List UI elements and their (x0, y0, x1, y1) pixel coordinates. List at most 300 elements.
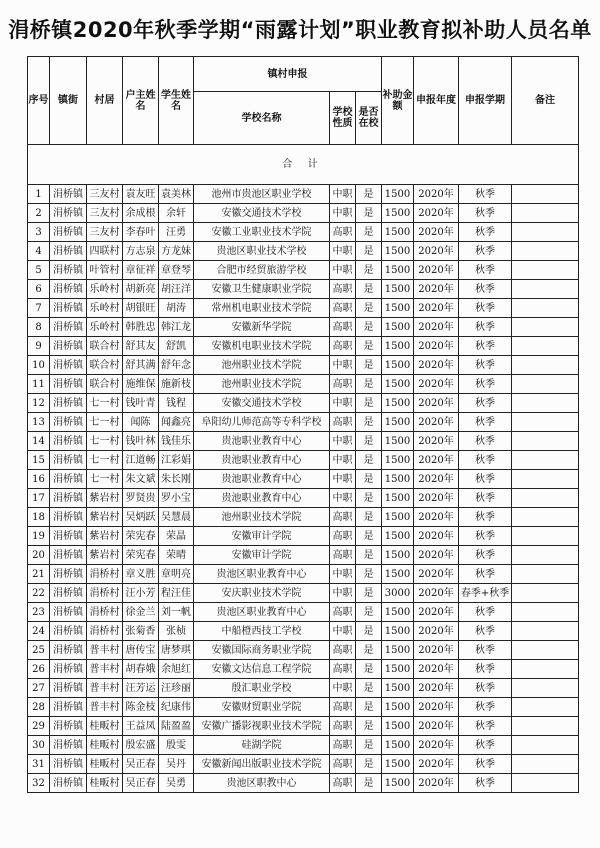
cell-amount: 1500 (382, 603, 414, 622)
cell-year: 2020年 (414, 508, 459, 527)
cell-enrolled: 是 (356, 337, 382, 356)
cell-nature: 高职 (330, 717, 356, 736)
cell-nature: 中职 (330, 261, 356, 280)
cell-term: 秋季 (459, 546, 512, 565)
cell-village: 紫岩村 (87, 508, 123, 527)
cell-village: 七一村 (87, 413, 123, 432)
cell-student: 章登琴 (159, 261, 194, 280)
cell-year: 2020年 (414, 223, 459, 242)
cell-remark (512, 299, 579, 318)
cell-seq: 23 (28, 603, 50, 622)
header-student: 学生姓名 (159, 57, 194, 145)
cell-remark (512, 717, 579, 736)
cell-remark (512, 223, 579, 242)
table-row (28, 717, 579, 736)
table-row (28, 223, 579, 242)
cell-school: 池州职业技术学院 (194, 375, 330, 394)
cell-seq: 15 (28, 451, 50, 470)
cell-term: 秋季 (459, 280, 512, 299)
cell-seq: 10 (28, 356, 50, 375)
cell-amount: 1500 (382, 394, 414, 413)
cell-amount: 1500 (382, 679, 414, 698)
cell-school: 池州职业技术学院 (194, 508, 330, 527)
cell-amount: 1500 (382, 318, 414, 337)
cell-school: 安徽审计学院 (194, 527, 330, 546)
cell-householder: 胡银旺 (123, 299, 159, 318)
cell-nature: 高职 (330, 413, 356, 432)
cell-student: 吴勇 (159, 774, 194, 793)
cell-nature: 高职 (330, 508, 356, 527)
cell-householder: 吴正春 (123, 774, 159, 793)
cell-term: 秋季 (459, 432, 512, 451)
cell-town: 涓桥镇 (50, 622, 87, 641)
cell-amount: 1500 (382, 204, 414, 223)
cell-town: 涓桥镇 (50, 299, 87, 318)
cell-term: 秋季 (459, 261, 512, 280)
cell-village: 涓桥村 (87, 603, 123, 622)
cell-year: 2020年 (414, 736, 459, 755)
cell-nature: 中职 (330, 565, 356, 584)
cell-enrolled: 是 (356, 242, 382, 261)
cell-nature: 高职 (330, 774, 356, 793)
cell-student: 余旭红 (159, 660, 194, 679)
cell-enrolled: 是 (356, 489, 382, 508)
cell-householder: 汪小芳 (123, 584, 159, 603)
cell-term: 秋季 (459, 318, 512, 337)
cell-nature: 中职 (330, 432, 356, 451)
cell-enrolled: 是 (356, 641, 382, 660)
header-group-town-village: 镇村申报 (194, 57, 382, 92)
cell-year: 2020年 (414, 546, 459, 565)
cell-village: 七一村 (87, 432, 123, 451)
cell-town: 涓桥镇 (50, 242, 87, 261)
cell-nature: 中职 (330, 679, 356, 698)
table-row (28, 508, 579, 527)
cell-nature: 高职 (330, 641, 356, 660)
cell-remark (512, 565, 579, 584)
cell-nature: 高职 (330, 280, 356, 299)
cell-town: 涓桥镇 (50, 527, 87, 546)
cell-school: 安徽财贸职业学院 (194, 698, 330, 717)
cell-remark (512, 318, 579, 337)
cell-student: 荣晶 (159, 527, 194, 546)
cell-term: 秋季 (459, 717, 512, 736)
cell-village: 涓桥村 (87, 622, 123, 641)
cell-enrolled: 是 (356, 736, 382, 755)
cell-town: 涓桥镇 (50, 356, 87, 375)
cell-householder: 闻陈 (123, 413, 159, 432)
cell-term: 秋季 (459, 565, 512, 584)
cell-nature: 高职 (330, 337, 356, 356)
header-amount: 补助金额 (382, 57, 414, 145)
cell-year: 2020年 (414, 261, 459, 280)
cell-seq: 18 (28, 508, 50, 527)
cell-student: 唐梦琪 (159, 641, 194, 660)
header-school: 学校名称 (194, 92, 330, 145)
cell-amount: 1500 (382, 489, 414, 508)
cell-town: 涓桥镇 (50, 660, 87, 679)
cell-term: 秋季 (459, 451, 512, 470)
cell-householder: 殷宏盛 (123, 736, 159, 755)
table-row (28, 774, 579, 793)
cell-student: 闻鑫亮 (159, 413, 194, 432)
cell-town: 涓桥镇 (50, 698, 87, 717)
cell-remark (512, 546, 579, 565)
header-term: 申报学期 (459, 57, 512, 145)
cell-enrolled: 是 (356, 394, 382, 413)
table-row (28, 451, 579, 470)
cell-amount: 1500 (382, 565, 414, 584)
cell-amount: 1500 (382, 736, 414, 755)
cell-school: 池州市贵池区职业学校 (194, 185, 330, 204)
cell-year: 2020年 (414, 242, 459, 261)
cell-nature: 高职 (330, 527, 356, 546)
cell-enrolled: 是 (356, 698, 382, 717)
cell-amount: 1500 (382, 242, 414, 261)
cell-village: 七一村 (87, 470, 123, 489)
cell-year: 2020年 (414, 622, 459, 641)
cell-nature: 高职 (330, 603, 356, 622)
cell-year: 2020年 (414, 280, 459, 299)
cell-householder: 荣宪春 (123, 546, 159, 565)
cell-remark (512, 394, 579, 413)
cell-year: 2020年 (414, 337, 459, 356)
cell-student: 陆盈盈 (159, 717, 194, 736)
cell-village: 普丰村 (87, 660, 123, 679)
cell-term: 秋季 (459, 394, 512, 413)
cell-year: 2020年 (414, 432, 459, 451)
cell-town: 涓桥镇 (50, 375, 87, 394)
cell-student: 江彩娟 (159, 451, 194, 470)
header-seq: 序号 (28, 57, 50, 145)
cell-enrolled: 是 (356, 603, 382, 622)
cell-amount: 1500 (382, 223, 414, 242)
cell-householder: 罗贤贵 (123, 489, 159, 508)
cell-seq: 25 (28, 641, 50, 660)
cell-school: 安徽工业职业技术学院 (194, 223, 330, 242)
cell-householder: 张菊香 (123, 622, 159, 641)
cell-amount: 1500 (382, 470, 414, 489)
cell-village: 联合村 (87, 375, 123, 394)
cell-householder: 舒其满 (123, 356, 159, 375)
cell-village: 普丰村 (87, 641, 123, 660)
cell-enrolled: 是 (356, 546, 382, 565)
cell-student: 余轩 (159, 204, 194, 223)
cell-amount: 1500 (382, 280, 414, 299)
table-row (28, 432, 579, 451)
cell-amount: 1500 (382, 508, 414, 527)
cell-amount: 1500 (382, 337, 414, 356)
cell-village: 七一村 (87, 451, 123, 470)
cell-village: 桂畈村 (87, 717, 123, 736)
table-row (28, 527, 579, 546)
cell-student: 朱长刚 (159, 470, 194, 489)
cell-town: 涓桥镇 (50, 413, 87, 432)
cell-year: 2020年 (414, 527, 459, 546)
cell-nature: 中职 (330, 489, 356, 508)
cell-school: 硅湖学院 (194, 736, 330, 755)
cell-seq: 17 (28, 489, 50, 508)
cell-nature: 中职 (330, 584, 356, 603)
cell-village: 紫岩村 (87, 527, 123, 546)
cell-school: 安徽交通技术学校 (194, 394, 330, 413)
table-row (28, 280, 579, 299)
cell-student: 刘一帆 (159, 603, 194, 622)
cell-seq: 1 (28, 185, 50, 204)
table-row (28, 242, 579, 261)
cell-year: 2020年 (414, 375, 459, 394)
table-row (28, 622, 579, 641)
cell-seq: 27 (28, 679, 50, 698)
cell-householder: 唐传宝 (123, 641, 159, 660)
cell-householder: 袁友旺 (123, 185, 159, 204)
cell-nature: 高职 (330, 660, 356, 679)
cell-term: 秋季 (459, 603, 512, 622)
cell-householder: 吴炳跃 (123, 508, 159, 527)
cell-amount: 1500 (382, 546, 414, 565)
cell-year: 2020年 (414, 698, 459, 717)
cell-seq: 6 (28, 280, 50, 299)
table-row (28, 641, 579, 660)
cell-student: 舒凯 (159, 337, 194, 356)
cell-school: 安徽广播影视职业技术学院 (194, 717, 330, 736)
cell-enrolled: 是 (356, 318, 382, 337)
cell-enrolled: 是 (356, 755, 382, 774)
cell-village: 涓桥村 (87, 584, 123, 603)
cell-term: 秋季 (459, 242, 512, 261)
cell-remark (512, 755, 579, 774)
cell-school: 安徽新闻出版职业技术学院 (194, 755, 330, 774)
cell-amount: 1500 (382, 641, 414, 660)
cell-remark (512, 679, 579, 698)
cell-town: 涓桥镇 (50, 337, 87, 356)
cell-nature: 高职 (330, 223, 356, 242)
cell-town: 涓桥镇 (50, 261, 87, 280)
cell-student: 张桢 (159, 622, 194, 641)
cell-year: 2020年 (414, 717, 459, 736)
cell-village: 联合村 (87, 337, 123, 356)
cell-enrolled: 是 (356, 432, 382, 451)
cell-householder: 朱文斌 (123, 470, 159, 489)
table-row (28, 736, 579, 755)
header-enrolled: 是否在校 (356, 92, 382, 145)
cell-school: 安徽文达信息工程学院 (194, 660, 330, 679)
cell-year: 2020年 (414, 660, 459, 679)
cell-amount: 1500 (382, 356, 414, 375)
cell-school: 安徽机电职业技术学院 (194, 337, 330, 356)
table-row (28, 413, 579, 432)
cell-enrolled: 是 (356, 470, 382, 489)
cell-school: 合肥市经贸旅游学校 (194, 261, 330, 280)
cell-school: 贵池区职教中心 (194, 774, 330, 793)
cell-year: 2020年 (414, 470, 459, 489)
cell-householder: 施维保 (123, 375, 159, 394)
cell-student: 殷雯 (159, 736, 194, 755)
cell-school: 贵池区职业教育中心 (194, 565, 330, 584)
cell-amount: 1500 (382, 755, 414, 774)
cell-remark (512, 622, 579, 641)
cell-student: 胡汪洋 (159, 280, 194, 299)
cell-year: 2020年 (414, 413, 459, 432)
cell-enrolled: 是 (356, 508, 382, 527)
cell-school: 殷汇职业学校 (194, 679, 330, 698)
table-row (28, 470, 579, 489)
cell-householder: 方志泉 (123, 242, 159, 261)
cell-town: 涓桥镇 (50, 223, 87, 242)
cell-school: 贵池职业教育中心 (194, 489, 330, 508)
cell-enrolled: 是 (356, 185, 382, 204)
cell-student: 程汪佳 (159, 584, 194, 603)
cell-amount: 1500 (382, 660, 414, 679)
cell-student: 汪珍丽 (159, 679, 194, 698)
cell-year: 2020年 (414, 565, 459, 584)
cell-term: 秋季 (459, 337, 512, 356)
cell-student: 章明亮 (159, 565, 194, 584)
cell-enrolled: 是 (356, 622, 382, 641)
cell-term: 秋季 (459, 755, 512, 774)
cell-term: 秋季 (459, 470, 512, 489)
cell-nature: 中职 (330, 356, 356, 375)
cell-year: 2020年 (414, 185, 459, 204)
cell-enrolled: 是 (356, 527, 382, 546)
cell-remark (512, 508, 579, 527)
cell-householder: 江道畅 (123, 451, 159, 470)
cell-seq: 20 (28, 546, 50, 565)
cell-seq: 11 (28, 375, 50, 394)
cell-enrolled: 是 (356, 299, 382, 318)
cell-amount: 3000 (382, 584, 414, 603)
cell-year: 2020年 (414, 603, 459, 622)
cell-year: 2020年 (414, 489, 459, 508)
cell-student: 韩江龙 (159, 318, 194, 337)
cell-town: 涓桥镇 (50, 451, 87, 470)
cell-remark (512, 584, 579, 603)
cell-householder: 章义胜 (123, 565, 159, 584)
cell-amount: 1500 (382, 413, 414, 432)
header-year: 申报年度 (414, 57, 459, 145)
cell-student: 钱佳乐 (159, 432, 194, 451)
cell-remark (512, 774, 579, 793)
cell-householder: 钱叶林 (123, 432, 159, 451)
cell-remark (512, 698, 579, 717)
cell-seq: 8 (28, 318, 50, 337)
cell-remark (512, 641, 579, 660)
cell-town: 涓桥镇 (50, 489, 87, 508)
cell-seq: 26 (28, 660, 50, 679)
cell-school: 贵池职业教育中心 (194, 470, 330, 489)
cell-term: 秋季 (459, 185, 512, 204)
cell-term: 春季+秋季 (459, 584, 512, 603)
cell-school: 安徽卫生健康职业学院 (194, 280, 330, 299)
cell-village: 联合村 (87, 356, 123, 375)
cell-amount: 1500 (382, 375, 414, 394)
cell-school: 贵池职业教育中心 (194, 432, 330, 451)
cell-seq: 31 (28, 755, 50, 774)
cell-student: 方龙妹 (159, 242, 194, 261)
cell-year: 2020年 (414, 774, 459, 793)
table-row (28, 489, 579, 508)
table-row (28, 375, 579, 394)
cell-householder: 荣宪春 (123, 527, 159, 546)
cell-seq: 3 (28, 223, 50, 242)
cell-school: 贵池职业教育中心 (194, 451, 330, 470)
cell-term: 秋季 (459, 413, 512, 432)
cell-term: 秋季 (459, 204, 512, 223)
cell-school: 安庆职业技术学院 (194, 584, 330, 603)
cell-householder: 章征祥 (123, 261, 159, 280)
cell-seq: 24 (28, 622, 50, 641)
cell-amount: 1500 (382, 774, 414, 793)
cell-school: 贵池区职业教育中心 (194, 603, 330, 622)
cell-village: 桂畈村 (87, 736, 123, 755)
cell-town: 涓桥镇 (50, 470, 87, 489)
cell-year: 2020年 (414, 318, 459, 337)
cell-term: 秋季 (459, 736, 512, 755)
cell-nature: 中职 (330, 470, 356, 489)
cell-town: 涓桥镇 (50, 584, 87, 603)
cell-remark (512, 185, 579, 204)
cell-seq: 16 (28, 470, 50, 489)
table-row (28, 356, 579, 375)
cell-term: 秋季 (459, 375, 512, 394)
cell-remark (512, 280, 579, 299)
table-row (28, 337, 579, 356)
cell-year: 2020年 (414, 755, 459, 774)
cell-householder: 陈金枝 (123, 698, 159, 717)
cell-student: 钱程 (159, 394, 194, 413)
cell-nature: 中职 (330, 622, 356, 641)
cell-remark (512, 736, 579, 755)
cell-term: 秋季 (459, 356, 512, 375)
total-row-label: 合 计 (28, 145, 579, 185)
cell-householder: 钱叶青 (123, 394, 159, 413)
cell-seq: 28 (28, 698, 50, 717)
cell-term: 秋季 (459, 660, 512, 679)
cell-village: 普丰村 (87, 698, 123, 717)
header-nature: 学校性质 (330, 92, 356, 145)
cell-village: 紫岩村 (87, 489, 123, 508)
cell-student: 施新枝 (159, 375, 194, 394)
cell-amount: 1500 (382, 261, 414, 280)
cell-amount: 1500 (382, 527, 414, 546)
cell-remark (512, 356, 579, 375)
cell-year: 2020年 (414, 679, 459, 698)
cell-enrolled: 是 (356, 584, 382, 603)
cell-seq: 29 (28, 717, 50, 736)
cell-householder: 汪芳运 (123, 679, 159, 698)
cell-term: 秋季 (459, 641, 512, 660)
cell-term: 秋季 (459, 774, 512, 793)
cell-town: 涓桥镇 (50, 774, 87, 793)
header-town: 镇街 (50, 57, 87, 145)
cell-school: 安徽审计学院 (194, 546, 330, 565)
cell-remark (512, 242, 579, 261)
cell-seq: 21 (28, 565, 50, 584)
cell-village: 七一村 (87, 394, 123, 413)
cell-term: 秋季 (459, 698, 512, 717)
cell-school: 阜阳幼儿师范高等专科学校 (194, 413, 330, 432)
cell-nature: 中职 (330, 185, 356, 204)
cell-nature: 中职 (330, 451, 356, 470)
cell-amount: 1500 (382, 432, 414, 451)
cell-householder: 胡春娥 (123, 660, 159, 679)
cell-remark (512, 451, 579, 470)
cell-town: 涓桥镇 (50, 394, 87, 413)
cell-town: 涓桥镇 (50, 755, 87, 774)
cell-remark (512, 261, 579, 280)
cell-enrolled: 是 (356, 565, 382, 584)
table-row (28, 394, 579, 413)
